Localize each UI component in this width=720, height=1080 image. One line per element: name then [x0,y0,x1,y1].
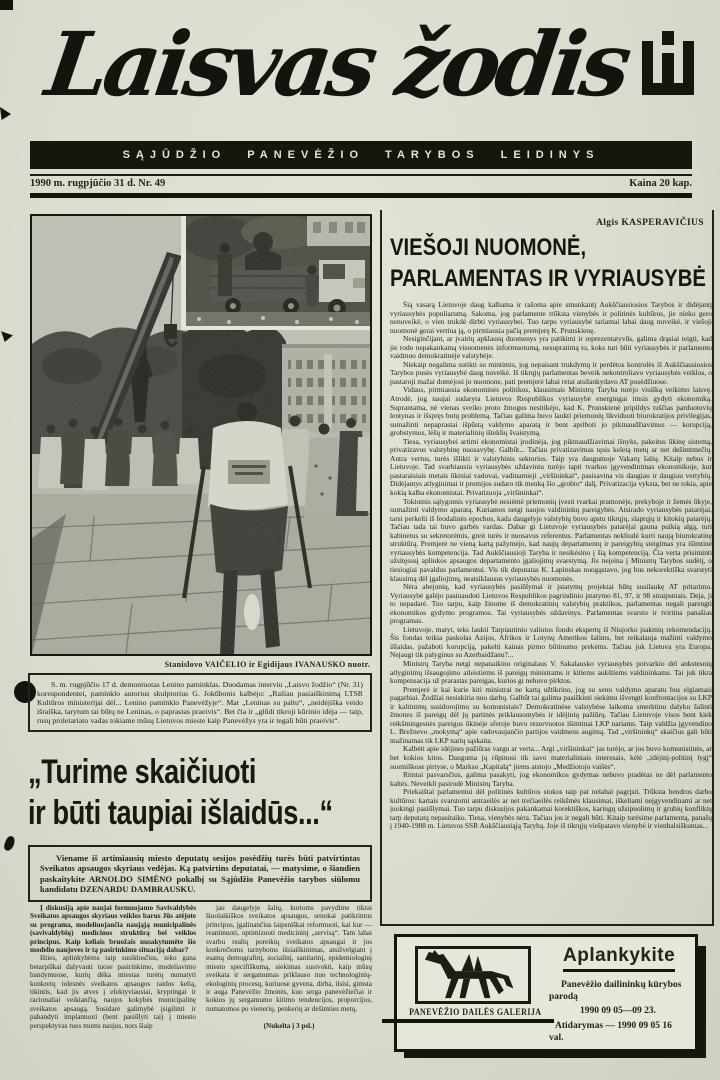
masthead-title: Laisvas žodis [40,12,633,116]
scan-artifact [0,0,13,10]
article-paragraph: Priekaištai parlamentui dėl politinės kultūros stokos taip pat nelabai pagrįsti. Trūksta bendros darbo kultūros: kartais svarstomi antraeilės ar net trečiaeilės reikšmės klausimai, iškeliami neįgyvendinami ar net juokingi pasiūlymai. Tuo tarpu diskusijos pakankamai korektiškos, karingų užsipuolimų ir grubių konfliktų tarp deputatų nepasitaiko. Tiesa, vienybės nėra. Tačiau jos ir negali būti. Kitaip turėsime parlamentą, panašų į 1940-1988 m. Lietuvos SSR Aukščiausiąją Tarybą. Joje iš tikrųjų viešpatavo vienybė ir vienbalsiškumas... [390,787,712,831]
interview-headline [28,752,374,834]
interview-answer-continued: jau daugelyje šalių, kurioms pavydime tikrai šiuolaikiškos sveikatos apsaugos, senokai patikrintus principus, įgalinančius laipsniškai reformuoti, kai kur — reanimuoti, optimizuoti medicininį „servisą“. Tam labai svarbu realių poreikių sveikatos apsaugai ir jos konkrečioms tarnyboms išsiaiškinimas, atsižvelgiant į esamą demografinį, socialinį, sanitarinį, epidemiologinį miesto specifiškumą, siekimas susivokti, kaip mūsų sveikata ir sergamumas priklauso nuo technologinių-ekologinių procesų, kuriuose gyvena, dirba, ilsisi, gimsta ir auga Panevėžio žmonės, kuo serga panevėžiečiai ir kokios jų sergamumo kitimo tendencijos, proporcijos, numatomos po vienerių, penkerių ar dešimties metų, [206,904,372,1013]
gallery-logo-underline [382,1019,554,1023]
scan-artifact [3,835,16,852]
interview-answer: Išties, aplinkybėms taip susiklosčius, teko gana betarpiškai dalyvauti tuose pasirinkimo, modeliavimo bandymuose, kurių dėka miestas turėtų numatyti konkretų tolesnės sveikatos apsaugos raidos kelią, tikintis, kad jis atves į efektyviausiai, kryptingai ir racionaliai veikiančią, naujos kokybės municipalinę sveikatos apsaugą. Susidarė galimybė įsigilinti ir pabandyti implantuoti (bent pasiūlyti tai) į miesto perspektyvas tuos mums naujus, nors šiaip [30,954,196,1030]
divider-rule [30,193,692,198]
article-paragraph: Nėra abejonių, kad vyriausybės pasiūlymai ir įstatymų projektai būtų susilaukę AT pritarimo. Vyriausybė galėjo pasinaudoti Lietuvos Respublikos pagrindinio įstatymo 81, 97, ir 98 straipsniais. Deja, ji to nepadarė. Tuo tarpu, kaip žinome iš demokratinių valstybių praktikos, parlamentas negali parengti ekonomikos gydymo programos. Tai vyriausybės uždavinys. Parlamentas svarsto ir tvirtina panašias programas. [390,582,712,626]
interview-columns [30,904,372,1031]
article-title-line-2: PARLAMENTAS IR VYRIAUSYBĖ [390,265,706,292]
interview-lead-box [28,845,372,902]
interview-question: Į diskusiją apie naujai formuojamo Savivaldybės Sveikatos apsaugos skyriaus veiklos barus Jūs atėjote su programa, modeliuojančia naująją municipalinės (savivaldybių) medicinos struktūrą bei veiklos principus. Kaip keliais bruožais nusakytumėte šio modelio naujoves ir tą pasirinkimo situaciją dabar? [30,904,196,955]
masthead-subtitle: SĄJŪDŽIO PANEVĖŽIO TARYBOS LEIDINYS [122,149,600,161]
interview-lead [40,853,360,894]
photo-caption: S. m. rugpjūčio 17 d. demontuotas Lenino paminklas. Duodamas interviu „Laisvo žodžio“ (Nr. 31) korespondentei, paminklo autorius skulptorius G. Jokūbonis kalbėjo: „Rašiau pasiaiškinimą LTSR Kultūros ministerijai dėl... Lenino paminklo Panevėžyje“. Mat „Leninas su paltu“, „neidėjiška veido išraiška, tarytum tai būtų ne Leninas, o paprastas praeivis“. Bet čia ir „glūdi tikroji kūrinio idėja — taip, rusų proletariato vadas tokiame mūsų Lietuvos mieste kaip Panevėžys yra ir tegali būti praeivis“. [37,680,363,726]
lead-text: . [193,883,196,894]
dateline [30,178,692,189]
article-paragraph: Kalbėti apie idėjines pažiūras vargu ar verta... Argi „viršininkai“ jas turėjo, ar jos buvo komunistinės, ar bet kokios kitos. Dauguma jų rūpinosi tik savo materialiniais interesais, kėlė „idėjinį-politinį lygį“ suomiškose pirtyse, o Markso „Kapitalą“ jiems atstojo „Medžiotojo vaišės“. [390,744,712,771]
headline-line-2: ir būti taupiai išlaidūs...“ [28,794,333,832]
column-divider [380,210,382,926]
lenin-monument-photo [30,214,372,656]
issue-price: Kaina 20 kap. [629,178,692,189]
continued-note: (Nukelta į 3 psl.) [263,1022,315,1031]
article-paragraph: Rimtai pasvarsčius, galima pasakyti, jog ekonomikos gydymas nebuvo pradėtas ne dėl parlamento kaltės. Neveikli pasirodė Ministrų Taryba. [390,770,712,788]
lead-author-name: ARNOLDO SIMĖNO [88,873,173,884]
article-frame-bottom [382,924,712,926]
gediminas-columns-icon [642,31,694,100]
gallery-logo-block [397,937,549,1049]
gallery-ad-box [394,934,698,1052]
horse-logo-icon [421,950,525,1000]
horse-logo-frame [415,946,531,1004]
lead-candidate-name: DZENARDU DAMBRAUSKU [79,883,194,894]
lead-text: pokalbį su Sąjūdžio Panevėžio tarybos siūlomu kandidatu [40,873,361,894]
ad-line-opening: Atidarymas — 1990 09 05 16 val. [549,1021,672,1043]
scan-artifact [0,107,11,120]
lead-text: Viename iš artimiausių miesto deputatų sesijos posėdžių turės būti patvirtintas Sveikatos apsaugos skyriaus vedėjas. Ką patvirtins deputatai, — matysime, o šiandien paskaitykite [40,853,360,884]
gallery-name: PANEVĖŽIO DAILĖS GALERIJA [409,1008,542,1018]
interview-column-1 [30,904,196,1031]
ad-line-dates: 1990 09 05—09 23. [580,1006,656,1016]
article-title-line-1: VIEŠOJI NUOMONĖ, [390,234,587,261]
article-paragraph: Vidaus, pirmiausia ekonominės politikos, klausimais Ministrų Taryba turėjo visišką veikimo laisvę. Atrodė, jog naujai sudaryta Lietuvos Respublikos vyriausybė energingai imsis gydyti ekonomiką. Suprantama, nė vienas sveiko proto žmogus nesitikėjo, kad K. Prunskienė pripildys tuščias parduotuvių lentynas ir išspręs butų problemą. Tačiau galima buvo laukti priemonių likviduoti biurokratijos privilegijas, sumažinti nepaprastai išpūstą valdymo aparatą ir bent apriboti jo piktnaudžiavimus — korupciją, grobstymus, lėšų ir materialinių išteklių švaistymą. [390,385,712,438]
divider-rule [30,174,692,176]
ad-line-exhibition: Panevėžio dailininkų kūrybos parodą [549,980,682,1002]
article-paragraph: Šią vasarą Lietuvoje daug kalbama ir rašoma apie smunkantį Aukščiausiosios Tarybos ir didėjantį vyriausybės populiarumą. Sakoma, jog parlamente trūksta vienybės ir politinės kultūros, jie nieko gero nenuveikė, o vien trukdė dirbti vyriausybei. Tuo tarpu vyriausybė tariamai labai daug nuveikė, ir viešoji nuomonė gerai vertina ją, o pirmiausia pačią premjerę K. Prunskienę. [390,301,712,335]
article-paragraph: Ministrų Taryba netgi nepanaikino originalaus V. Sakalausko vyriausybės potvarkio dėl ankstesnių atlyginimų išsaugojimo atleistiems iš pareigų ministrams ir kitiems aukštiems valdininkams. Tai juk tikra kompensacija už prarastas pareigas, kurios gi nebuvo pirktos. [390,658,712,686]
article-paragraph: Lietuvoje, matyt, teks laukti Tarptautinio valiutos fondo ekspertų iš Niujorko įsakmių rekomendacijų. Šis fondas teikia paskolas Azijos, Afrikos ir Lotynų Amerikos šalims, bet reikalauja mažinti valdymo išlaidas, pažaboti korupciją, pakelti kainas pirmo būtinumo prekėms. Tačiau juk Lietuva yra Europa. Nejaugi tik palyginus su Azerbaidžanu?... [390,624,712,660]
headline-line-1: „Turime skaičiuoti [28,753,257,791]
ad-text-block [549,937,695,1049]
article-paragraph: Tokiomis sąlygomis vyriausybė nesiėmė priemonių įvesti tvarkai pramonėje, prekyboje ir žemės ūkyje, sumažinti valdymo aparatą. Kuriamos netgi naujos valdininkų pareigybės. Atsirado vyriausybės patarėjai, tarsi perkelti iš feodalinės epochos, kada daugelyje valstybių buvo apstu tikrųjų, slaptųjų ir kitokių patarėjų. Tačiau tada tai buvo garbės vardas. Dabar gi Lietuvoje vyriausybės patarėjai gauna puikią algą, turi kabinetus su sekretorėmis, greit turės ir nuosavus referentus. Parlamentas nekliudė kurti naują biurokratinę struktūrą. Premjerė ne vieną kartą pažymėjo, kad naujų departamentų ir pareigybių steigimas yra išimtinė vyriausybės kompetencija. Tad Aukščiausioji Taryba ir nesikėsino į šią kompetenciją. Čia verta prisiminti užsitęsusį aplinkos apsaugos departamento įgaliojimų svarstymą. Jis neįeina į Ministrų Tarybos sudėtį, o tiesiogiai pavaldus parlamentui. Vis tik deputatas K. Lapinskas nuogąstavo, jog bus nekorektiška svarstyti klausimą dėl įgaliojimų, neatsiklausus vyriausybės nuomonės. [390,496,712,583]
issue-date: 1990 m. rugpjūčio 31 d. Nr. 49 [30,178,166,189]
article-paragraph: Tiesa, vyriausybei artimi ekonomistai įrodinėja, jog piktnaudžiavimai išnyks, pakeitus ūkinę sistemą, privatizavus valstybinę nuosavybę. Galbūt... Tačiau privatizavimas tęsis keletą metų ar net dešimtmečių. Antra vertus, turės išlikti ir valstybinis sektorius. Taip yra daugumoje Vakarų šalių. Kitaip nebus ir Lietuvoje. Tad svarbiausiu vyriausybės uždaviniu turėjo tapti tvarkos įgyvendinimas ekonomikoje, kur pastaraisiais metais ūkiniai vadovai, vadinamieji „viršininkai“, pasisavina vis daugiau ir daugiau vertybių. Didėjantys atlyginimai ir premijos sudaro tik menką šio „grobio“ dalį. Privatizacija vyksta, bet ne tokia, apie kokią kalba ekonomistai. Privatizuoja „viršininkai“. [390,436,712,498]
photo-caption-box [28,673,372,732]
masthead-subtitle-banner [30,141,692,169]
photo-grain [32,216,370,654]
article-frame-right [712,210,714,926]
interview-column-2 [206,904,372,1031]
article-paragraph: Premjerė ir kai kurie kiti ministrai ne kartą užtikrino, jog su senu valdymo aparatu bus elgiamasi pagarbiai. Žodžiai nesiskiria nuo darbų. Galbūt tai galima paaiškinti siekimu išvengti konfrontacijos su LKP ir kaltinimų susidorojimu su komunistais? Demokratinėse valstybėse laikoma smerktinu dalyku šalinti žmones iš pareigų dėl jų partinės priklausomybės ir idėjinių pažiūrų. Tačiau Lietuvoje visos bent kiek reikšmingesnės pareigos ūkinėje sferoje buvo rezervuotos išimtinai LKP nariams. Taip valdžia įgyvendino L. Brežnevo „mokymą“ apie vadovaujančio partijos vaidmens augimą. Tad „viršininkų“ skaičius gali būti mažinamas tik LKP narių sąskaita. [390,684,712,745]
article-title [390,232,713,294]
article-paragraph: Niekaip negalima sutikti su mintimis, jog nepaisant trukdymų ir perdėtos kontrolės iš Aukščiausiosios Tarybos pusės vyriausybė daug nuveikė. Iš tikrųjų parlamentas beveik nekontroliavo vyriausybės veiklos, o pastaroji mažai domėjosi jo nuomone, pati premjerė labai retai atsilankydavo AT posėdžiuose. [390,359,712,386]
scan-artifact [1,330,13,342]
article-author: Algis KASPERAVIČIUS [596,218,704,228]
ad-heading: Aplankykite [563,945,675,972]
article-body [390,301,712,923]
photo-credit: Stanislovo VAIČELIO ir Egidijaus IVANAUSKO nuotr. [164,660,370,669]
article-paragraph: Nesiginčijant, ar įvairių apklausų duomenys yra patikimi ir reprezentatyvūs, galima drąsiai teigti, kad jie rodo nepakankamą visuomenės informuotumą, nesupratimą to, koks turi būti vyriausybės ir parlamento vaidmuo demokratinėje valstybėje. [390,334,712,361]
